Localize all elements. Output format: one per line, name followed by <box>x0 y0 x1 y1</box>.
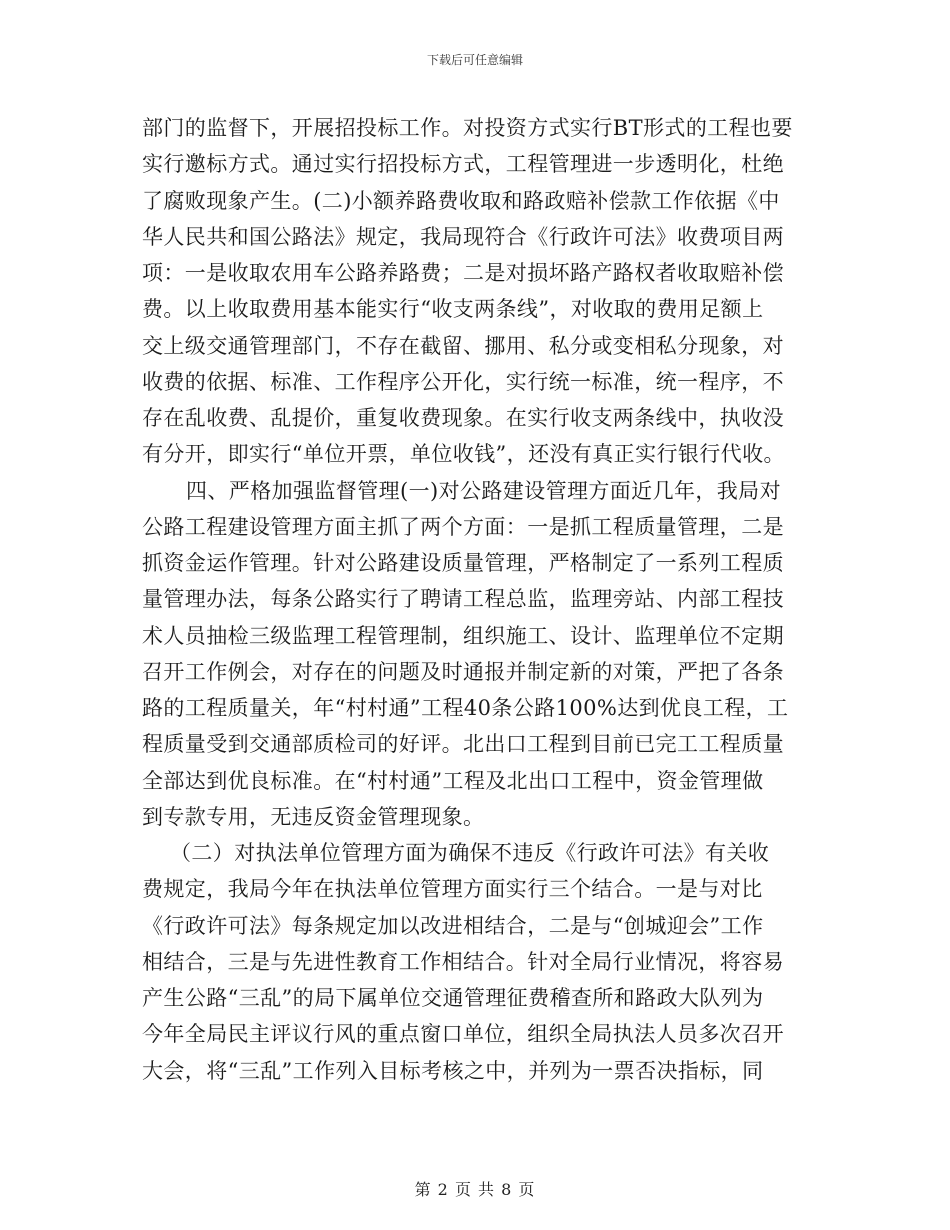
text-line: 费。以上收取费用基本能实行“收支两条线”，对收取的费用足额上 <box>142 297 764 322</box>
paragraph-start-line: （二）对执法单位管理方面为确保不违反《行政许可法》有关收 <box>170 841 770 865</box>
text-line: 全部达到优良标准。在“村村通”工程及北出口工程中，资金管理做 <box>142 768 764 793</box>
page-number-footer: 第 2 页 共 8 页 <box>414 1180 536 1199</box>
text-line: 相结合，三是与先进性教育工作相结合。针对全局行业情况，将容易 <box>142 949 784 974</box>
text-line: 费规定，我局今年在执法单位管理方面实行三个结合。一是与对比 <box>142 877 763 902</box>
text-line: 项：一是收取农用车公路养路费；二是对损坏路产路权者收取赔补偿 <box>142 261 784 285</box>
paragraph-start-line: 四、严格加强监督管理(一)对公路建设管理方面近几年，我局对 <box>186 478 781 503</box>
text-line: 《行政许可法》每条规定加以改进相结合，二是与“创城迎会”工作 <box>142 913 764 938</box>
page-header: 下载后可任意编辑 <box>426 53 523 67</box>
text-line: 华人民共和国公路法》规定，我局现符合《行政许可法》收费项目两 <box>142 224 784 249</box>
text-line: 抓资金运作管理。针对公路建设质量管理，严格制定了一系列工程质 <box>142 551 784 575</box>
text-line: 产生公路“三乱”的局下属单位交通管理征费稽查所和路政大队列为 <box>142 986 764 1010</box>
text-line: 量管理办法，每条公路实行了聘请工程总监，监理旁站、内部工程技 <box>142 587 784 612</box>
document-body <box>142 110 808 1089</box>
text-line: 程质量受到交通部质检司的好评。北出口工程到目前已完工工程质量 <box>142 732 784 757</box>
text-line: 大会，将“三乱”工作列入目标考核之中，并列为一票否决指标，同 <box>142 1058 764 1083</box>
text-line: 实行邀标方式。通过实行招投标方式，工程管理进一步透明化，杜绝 <box>142 152 784 177</box>
text-line: 部门的监督下，开展招投标工作。对投资方式实行BT形式的工程也要 <box>142 116 793 140</box>
text-line: 了腐败现象产生。(二)小额养路费收取和路政赔补偿款工作依据《中 <box>142 188 780 213</box>
text-line: 到专款专用，无违反资金管理现象。 <box>142 804 485 829</box>
text-line: 术人员抽检三级监理工程管理制，组织施工、设计、监理单位不定期 <box>142 623 784 648</box>
text-line: 有分开，即实行“单位开票，单位收钱”，还没有真正实行银行代收。 <box>142 442 785 467</box>
text-line: 交上级交通管理部门，不存在截留、挪用、私分或变相私分现象，对 <box>142 333 784 358</box>
text-line: 存在乱收费、乱提价，重复收费现象。在实行收支两条线中，执收没 <box>142 406 784 430</box>
text-line: 召开工作例会，对存在的问题及时通报并制定新的对策，严把了各条 <box>142 659 784 684</box>
text-line: 公路工程建设管理方面主抓了两个方面：一是抓工程质量管理，二是 <box>142 514 784 539</box>
text-line: 收费的依据、标准、工作程序公开化，实行统一标准，统一程序，不 <box>142 369 784 394</box>
text-line: 今年全局民主评议行风的重点窗口单位，组织全局执法人员多次召开 <box>142 1022 784 1047</box>
text-line: 路的工程质量关，年“村村通”工程40条公路100%达到优良工程，工 <box>142 696 789 720</box>
